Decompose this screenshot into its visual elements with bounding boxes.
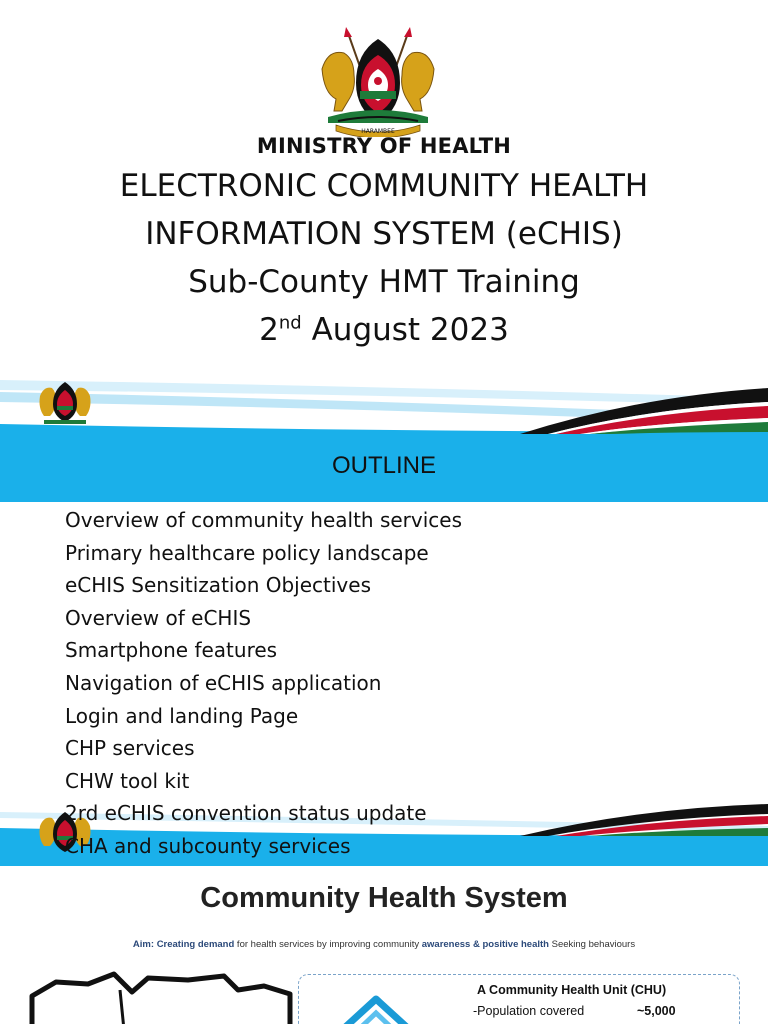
outline-item: Primary healthcare policy landscape <box>65 540 429 565</box>
outline-item: CHA and subcounty services <box>65 833 351 858</box>
header-band <box>0 372 768 502</box>
svg-text:HARAMBEE: HARAMBEE <box>361 128 395 135</box>
chu-card <box>298 974 740 1024</box>
title-line-3: Sub-County HMT Training <box>188 264 580 300</box>
coat-of-arms-icon <box>308 25 448 137</box>
outline-item: eCHIS Sensitization Objectives <box>65 573 371 598</box>
outline-item: CHW tool kit <box>65 768 190 793</box>
outline-item: CHP services <box>65 736 195 761</box>
outline-item: Smartphone features <box>65 638 278 663</box>
title-line-1: ELECTRONIC COMMUNITY HEALTH <box>119 168 649 204</box>
title-line-2: INFORMATION SYSTEM (eCHIS) <box>145 216 623 252</box>
outline-list <box>65 504 462 863</box>
slide-community-health-system <box>0 866 768 1024</box>
outline-item: Overview of community health services <box>65 508 463 532</box>
outline-item: Navigation of eCHIS application <box>65 670 382 695</box>
chu-title: A Community Health Unit (CHU) <box>477 983 667 997</box>
kenya-map-icon <box>28 970 298 1024</box>
presentation-title <box>0 162 768 354</box>
slide-outline <box>0 372 768 866</box>
house-icon <box>331 991 421 1024</box>
outline-item: Login and landing Page <box>65 703 299 728</box>
slide-title <box>0 0 768 372</box>
aim-statement: Aim: Creating demand for health services by improving community awareness & positive health Seeking behaviours <box>132 939 636 950</box>
chu-population-label: -Population covered <box>473 1004 585 1018</box>
outline-item: 2rd eCHIS convention status update <box>65 801 427 826</box>
ministry-name: MINISTRY OF HEALTH <box>256 134 512 158</box>
chu-population-value: ~5,000 <box>637 1004 676 1018</box>
title-date: 2nd August 2023 <box>259 312 509 348</box>
coat-of-arms-small-icon <box>34 376 96 428</box>
slide-title: Community Health System <box>200 882 568 914</box>
outline-heading: OUTLINE <box>331 452 436 479</box>
outline-item: Overview of eCHIS <box>65 605 252 630</box>
